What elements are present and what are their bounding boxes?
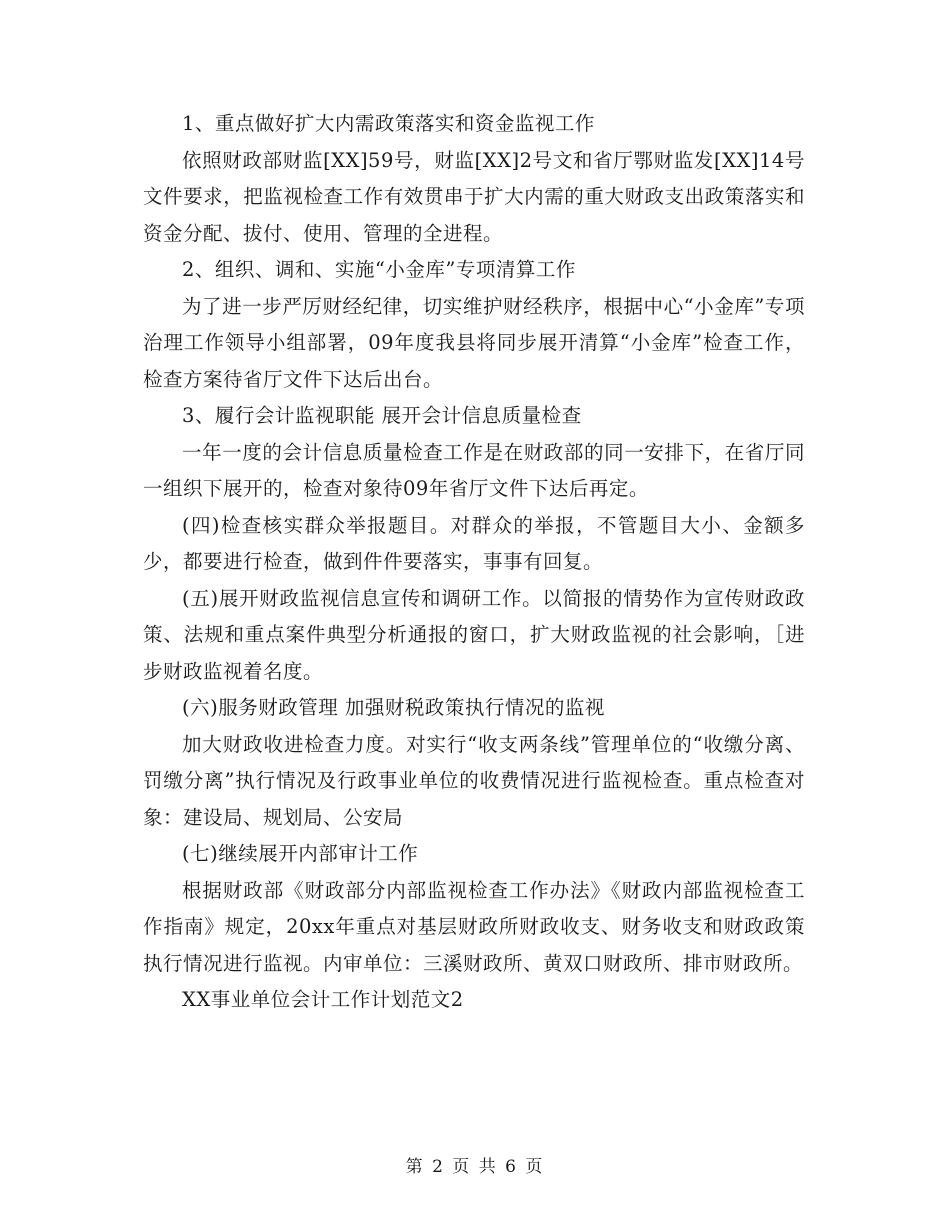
section-six-heading: (六)服务财政管理 加强财税政策执行情况的监视 bbox=[182, 696, 605, 719]
heading-item-3: 3、履行会计监视职能 展开会计信息质量检查 bbox=[182, 404, 582, 427]
body-paragraph: 根据财政部《财政部分内部监视检查工作办法》《财政内部监视检查工作指南》规定，20xx年重点对基层财政所财政收支、财务收支和财政政策执行情况进行监视。内审单位：三溪财政所、黄双口财政所、排市财政所。 bbox=[143, 878, 805, 975]
page-number-footer: 第 2 页 共 6 页 bbox=[405, 1157, 545, 1177]
section-five-paragraph: (五)展开财政监视信息宣传和调研工作。以简报的情势作为宣传财政政策、法规和重点案件典型分析通报的窗口，扩大财政监视的社会影响，［进步财政监视着名度。 bbox=[143, 586, 805, 683]
body-paragraph: 加大财政收进检查力度。对实行“收支两条线”管理单位的“收缴分离、罚缴分离”执行情况及行政事业单位的收费情况进行监视检查。重点检查对象：建设局、规划局、公安局 bbox=[143, 732, 805, 829]
body-paragraph: 依照财政部财监[XX]59号，财监[XX]2号文和省厅鄂财监发[XX]14号文件要求，把监视检查工作有效贯串于扩大内需的重大财政支出政策落实和资金分配、拔付、使用、管理的全进程。 bbox=[143, 148, 805, 245]
section-four-paragraph: (四)检查核实群众举报题目。对群众的举报，不管题目大小、金额多少，都要进行检查，做到件件要落实，事事有回复。 bbox=[143, 513, 805, 573]
document-body bbox=[143, 106, 805, 1019]
section-seven-heading: (七)继续展开内部审计工作 bbox=[182, 842, 419, 865]
body-paragraph: 一年一度的会计信息质量检查工作是在财政部的同一安排下，在省厅同一组织下展开的，检查对象待09年省厅文件下达后再定。 bbox=[143, 440, 805, 500]
body-paragraph: 为了进一步严厉财经纪律，切实维护财经秩序，根据中心“小金库”专项治理工作领导小组部署，09年度我县将同步展开清算“小金库”检查工作，检查方案待省厅文件下达后出台。 bbox=[143, 294, 805, 391]
next-document-title: XX事业单位会计工作计划范文2 bbox=[182, 988, 464, 1011]
heading-item-2: 2、组织、调和、实施“小金库”专项清算工作 bbox=[182, 258, 576, 281]
heading-item-1: 1、重点做好扩大内需政策落实和资金监视工作 bbox=[182, 112, 595, 135]
